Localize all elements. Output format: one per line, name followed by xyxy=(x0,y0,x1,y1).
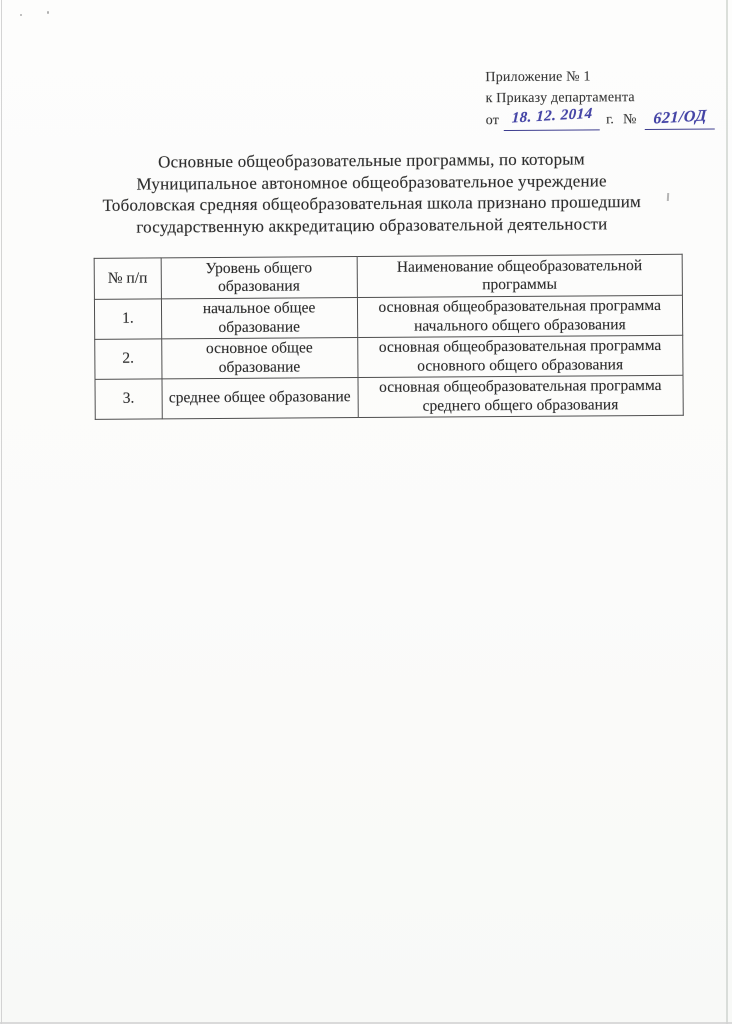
document-title xyxy=(55,148,689,238)
table-row xyxy=(94,295,682,339)
appendix-block xyxy=(485,66,714,132)
number-label: № xyxy=(623,112,637,128)
row-education-level: начальное общее образование xyxy=(161,298,357,339)
table-header xyxy=(94,254,682,299)
row-number: 1. xyxy=(94,299,161,339)
header-education-level: Уровень общего образования xyxy=(161,257,357,299)
order-date-field xyxy=(504,105,600,131)
header-program-name: Наименование общеобразовательной программы xyxy=(357,254,683,297)
row-education-level: среднее общее образование xyxy=(162,378,358,419)
order-number-field xyxy=(645,107,715,130)
title-line-1: Основные общеобразовательные программы, по которым xyxy=(158,149,585,172)
row-education-level: основное общее образование xyxy=(161,338,357,379)
handwritten-date: 18. 12. 2014 xyxy=(511,105,594,127)
row-program-name: основная общеобразовательная программа начального общего образования xyxy=(357,295,683,337)
appendix-line-2: к Приказу департамента xyxy=(485,90,635,107)
table-row xyxy=(95,335,683,379)
year-label: г. xyxy=(605,112,615,128)
programs-table xyxy=(94,254,684,420)
appendix-line-1: Приложение № 1 xyxy=(485,69,591,86)
title-line-2: Муниципальное автономное общеобразовательное учреждение xyxy=(136,170,607,194)
row-number: 2. xyxy=(95,339,162,379)
header-number: № п/п xyxy=(94,258,161,299)
row-program-name: основная общеобразовательная программа среднего общего образования xyxy=(357,375,683,417)
title-line-4: государственную аккредитацию образовательной деятельности xyxy=(136,213,608,237)
row-program-name: основная общеобразовательная программа основного общего образования xyxy=(357,335,683,377)
table-header-row xyxy=(94,254,682,299)
appendix-order-line xyxy=(485,105,715,132)
handwritten-number: 621/ОД xyxy=(653,107,708,128)
title-line-3: Тоболовская средняя общеобразовательная школа признано прошедшим xyxy=(102,192,642,215)
from-label: от xyxy=(485,113,500,129)
row-number: 3. xyxy=(95,379,162,419)
table-row xyxy=(95,375,683,419)
